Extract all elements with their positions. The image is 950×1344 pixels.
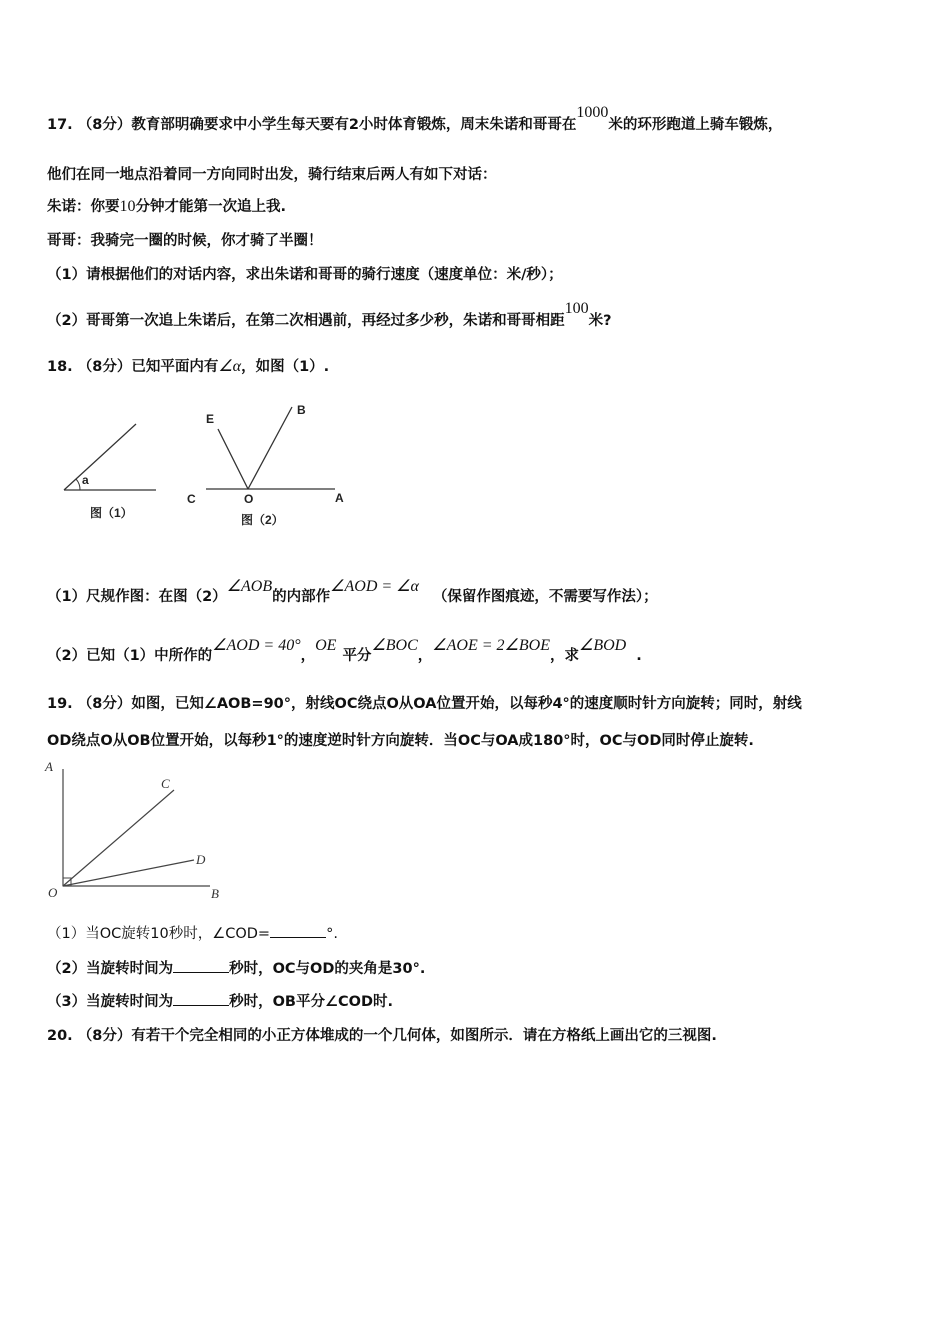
q17-sub2: [47, 300, 612, 331]
q19-label-c: C: [161, 776, 170, 791]
q18-head-b: ，如图（1）.: [241, 359, 330, 375]
q17-line2: 他们在同一地点沿着同一方向同时出发，骑行结束后两人有如下对话：: [47, 167, 497, 183]
q18-sub1-b: 的内部作: [272, 589, 331, 605]
q18-sub1-a: （1）尺规作图：在图（2）: [47, 589, 227, 605]
q20-line1: 20. （8分）有若干个完全相同的小正方体堆成的一个几何体，如图所示．请在方格纸上画出它的三视图.: [47, 1028, 717, 1044]
q18-aod-equals-alpha: ∠AOD = ∠α: [330, 578, 419, 595]
q17-sub2-a: （2）哥哥第一次追上朱诺后，在第二次相遇前，再经过多少秒，朱诺和哥哥相距: [47, 313, 565, 329]
q19-answer-blank-1[interactable]: [270, 923, 326, 938]
q17-sub2-b: 米?: [588, 313, 612, 329]
q19-answer-blank-3[interactable]: [173, 991, 229, 1006]
q18-period: .: [636, 648, 642, 664]
q17-line4: 哥哥：我骑完一圈的时候，你才骑了半圈！: [47, 233, 323, 249]
q18-aod-40: ∠AOD = 40°: [212, 637, 301, 654]
q18-oe: OE: [315, 637, 337, 654]
q19-sub2-a: （2）当旋转时间为: [47, 961, 174, 977]
q19-sub2: [47, 958, 425, 979]
q19-sub3-a: （3）当旋转时间为: [47, 994, 174, 1010]
q19-sub1-b: °.: [326, 926, 338, 942]
q18-sub1: [47, 578, 658, 607]
q17-sub1: （1）请根据他们的对话内容，求出朱诺和哥哥的骑行速度（速度单位：米/秒）；: [47, 267, 563, 283]
q17-text-a: 17. （8分）教育部明确要求中小学生每天要有2小时体育锻炼，周末朱诺和哥哥在: [47, 117, 577, 133]
q19-sub2-b: 秒时，OC与OD的夹角是30°.: [229, 961, 426, 977]
q19-line2: OD绕点O从OB位置开始，以每秒1°的速度逆时针方向旋转．当OC与OA成180°时，OC与OD同时停止旋转.: [47, 733, 754, 749]
q18-aoe-eq: ∠AOE = 2∠BOE: [432, 637, 550, 654]
q19-label-a: A: [45, 759, 53, 774]
q17-line3-b: 分钟才能第一次追上我.: [135, 199, 287, 215]
q17-minutes: 10: [119, 198, 136, 215]
q18-head: [47, 357, 329, 377]
fig1-label-a: a: [82, 473, 89, 487]
q18-bisect: 平分: [342, 648, 372, 664]
q19-label-d: D: [196, 852, 206, 867]
fig1-caption: 图（1）: [90, 506, 133, 520]
fig2-caption: 图（2）: [241, 513, 284, 527]
q17-text-b: 米的环形跑道上骑车锻炼，: [608, 117, 783, 133]
fig2-label-b: B: [297, 403, 306, 417]
q17-line1: [47, 104, 783, 135]
q17-distance: 100: [564, 300, 589, 317]
q18-comma2: ，: [417, 648, 433, 664]
q18-angle-alpha: ∠α: [218, 358, 242, 375]
fig2-label-a: A: [335, 491, 344, 505]
q19-answer-blank-2[interactable]: [173, 958, 229, 973]
q18-sub1-c: （保留作图痕迹，不需要写作法）；: [432, 589, 658, 605]
q19-sub3-b: 秒时，OB平分∠COD时.: [229, 994, 393, 1010]
fig2-label-e: E: [206, 412, 215, 426]
q18-sub2: [47, 637, 642, 666]
q18-figure-2: [180, 400, 360, 535]
q19-label-b: B: [211, 886, 219, 901]
q19-sub1: [47, 923, 338, 944]
q18-comma3: ，求: [549, 648, 579, 664]
fig2-label-c: C: [187, 492, 196, 506]
q19-sub3: [47, 991, 393, 1012]
q17-line3: [47, 197, 286, 217]
q19-line1: 19. （8分）如图，已知∠AOB=90°，射线OC绕点O从OA位置开始，以每秒4°的速度顺时针方向旋转；同时，射线: [47, 696, 802, 712]
q19-figure: [40, 757, 240, 907]
fig2-label-o: O: [244, 492, 254, 506]
q18-comma1: ，: [300, 648, 316, 664]
q18-angle-aob: ∠AOB: [226, 578, 273, 595]
q17-line3-a: 朱诺：你要: [47, 199, 120, 215]
q19-sub1-a: （1）当OC旋转10秒时，∠COD=: [47, 926, 271, 942]
q17-length: 1000: [576, 104, 609, 121]
q18-angle-bod: ∠BOD: [578, 637, 627, 654]
q18-sub2-a: （2）已知（1）中所作的: [47, 648, 213, 664]
q18-angle-boc: ∠BOC: [371, 637, 418, 654]
q18-head-a: 18. （8分）已知平面内有: [47, 359, 219, 375]
q18-figure-1: [60, 420, 170, 530]
q19-label-o: O: [48, 885, 58, 900]
